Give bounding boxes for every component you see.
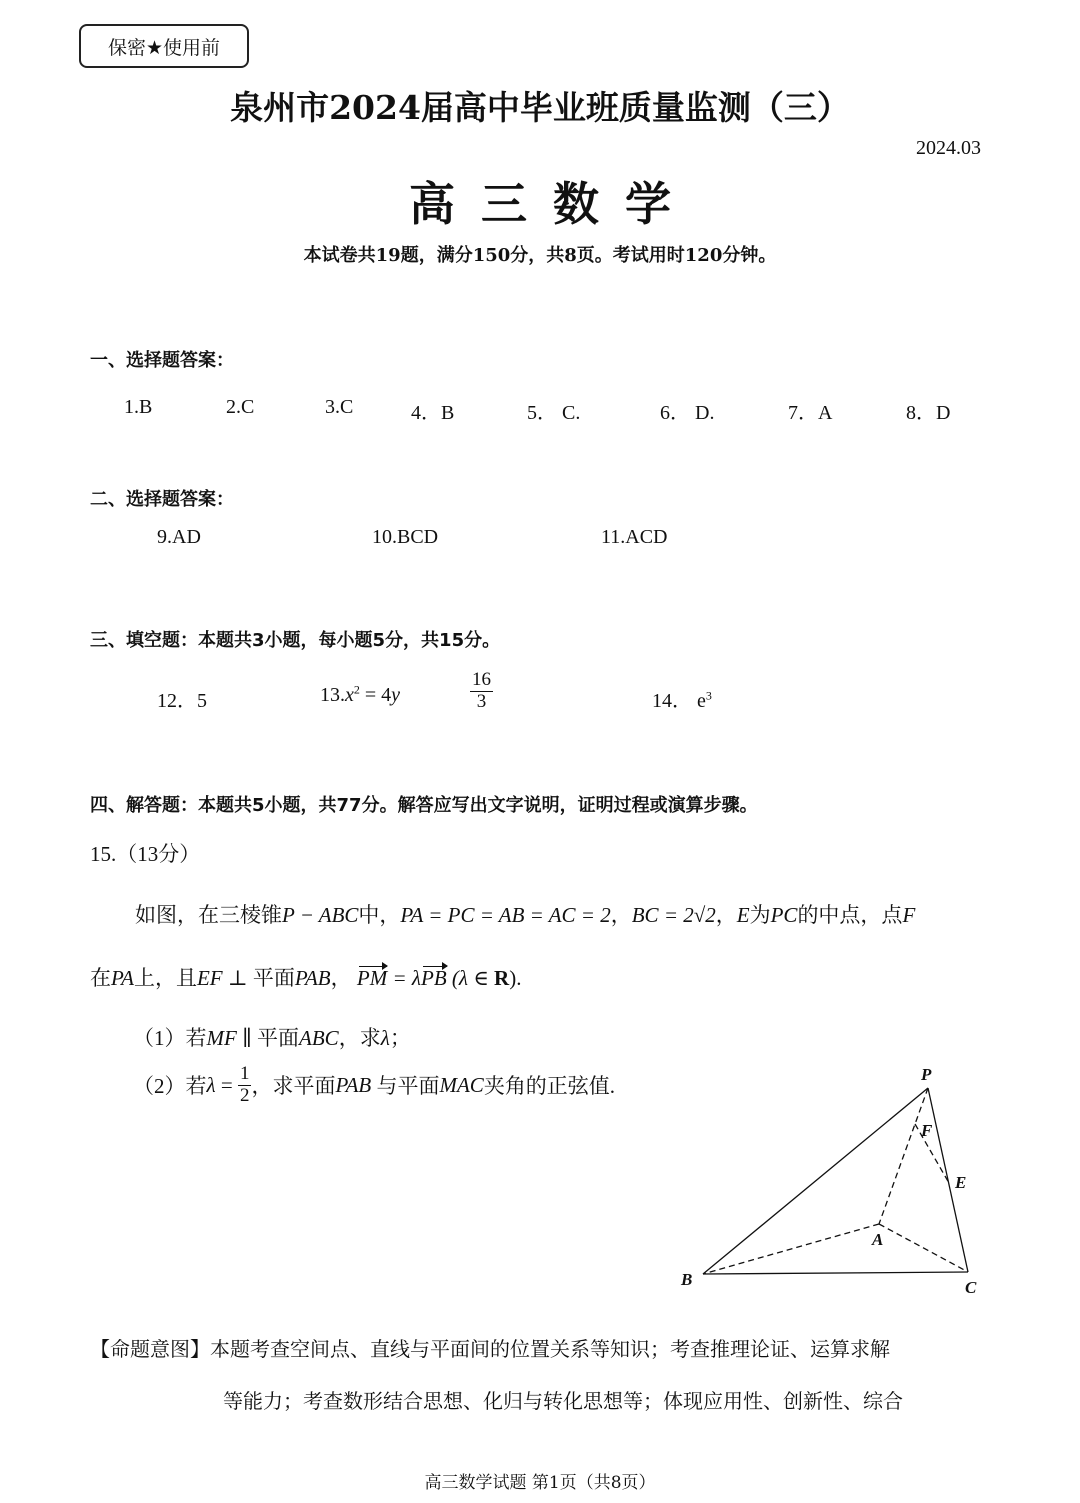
text: ， [330,966,352,990]
text: ∥ 平面 [236,1026,300,1050]
math: EF [196,966,223,990]
answer-value: D [936,402,951,424]
math: = [215,1072,238,1097]
text: 如图，在三棱锥 [135,903,282,927]
label-E: E [955,1173,967,1192]
answer-number: 5． [527,402,557,424]
text: ； [389,1026,411,1050]
text: 为 [749,903,771,927]
answer-item [157,526,201,549]
text: ，求 [338,1026,381,1050]
edge-PC [928,1088,968,1272]
answer-item [124,396,152,419]
vector: PB [421,966,447,990]
math: BC = 2√2 [631,903,716,927]
math-exponent: 3 [705,688,712,703]
answer-number: 11. [601,526,626,548]
question15-part1 [133,1022,411,1052]
math: PA = PC = AB = AC = 2 [400,903,611,927]
answer-number: 6． [660,402,690,424]
answer-number: 1. [124,396,139,418]
math-text: = 4 [359,684,392,706]
fraction [470,670,493,713]
edge-BC [703,1272,968,1274]
math-var: x [345,684,354,706]
math: MF [206,1026,237,1050]
text: 与平面 [376,1074,440,1099]
text: 中， [358,903,401,927]
text: 在 [90,966,111,990]
answer-number: 7． [788,402,818,424]
answer-value: B [139,396,153,418]
math: PAB [335,1072,372,1097]
fraction [238,1064,252,1107]
answer-number: 12． [157,690,197,712]
answer-value: C. [562,402,581,424]
answer-value: D. [695,402,715,424]
math: E [736,903,750,927]
question15-label: 15.（13分） [90,842,201,866]
label-F: F [921,1121,933,1140]
design-intent-line1 [90,1333,890,1362]
answer-value: BCD [397,526,439,548]
answer-number: 14． [652,690,692,712]
fraction-numerator: 1 [239,1063,250,1084]
answer-item [372,526,438,549]
answer-number: 2. [226,396,241,418]
question15-part2 [133,1064,615,1107]
edge-AB [703,1224,879,1274]
section2-heading: 二、选择题答案： [90,489,234,510]
math: MAC [439,1072,484,1097]
text: ， [610,903,632,927]
math: λ [380,1026,390,1050]
fraction-denominator: 3 [476,690,487,712]
answer-item [527,396,580,425]
answer-value: A [818,402,833,424]
answer-value: AD [172,526,201,548]
answer-value: 5 [197,690,207,712]
page-footer: 高三数学试题 第1页（共8页） [424,1473,656,1493]
math: P − ABC [282,903,359,927]
math: (λ ∈ [446,966,495,990]
confidential-badge [79,24,249,68]
exam-title: 泉州市2024届高中毕业班质量监测（三） [230,88,850,127]
segment-EF [915,1124,949,1183]
exam-info: 本试卷共19题，满分150分，共8页。考试用时120分钟。 [303,245,777,266]
text: ， [715,903,737,927]
text: 的中点，点 [797,903,903,927]
label-C: C [965,1278,977,1297]
text: （1）若 [133,1026,207,1050]
answer-item [601,526,668,549]
answer-item [788,396,832,425]
answer-number: 8． [906,402,936,424]
section3-heading: 三、填空题：本题共3小题，每小题5分，共15分。 [90,630,501,651]
answer-item [325,396,353,419]
fraction-numerator: 16 [472,669,491,690]
subject-title: 高三数学 [409,177,697,231]
text: （2）若 [133,1074,207,1099]
answer-value: C [340,396,354,418]
math: PAB [294,966,331,990]
fraction-denominator: 2 [239,1084,250,1106]
math: PA [111,966,134,990]
confidential-label: 保密★使用前 [107,36,221,59]
math: ABC [299,1026,339,1050]
label-P: P [921,1065,932,1084]
math: PC [770,903,798,927]
answer-value: C [241,396,255,418]
answer-q12 [157,684,207,713]
question15-stem-line2 [90,962,521,992]
math-var: e [697,690,706,712]
answer-q13-fraction [470,670,493,713]
text: 本题考查空间点、直线与平面间的位置关系等知识；考查推理论证、运算求解 [210,1337,890,1361]
label-A: A [872,1230,884,1249]
math-var: y [391,684,401,706]
math: F [902,903,916,927]
text: 上，且 [133,966,197,990]
answer-item [906,396,950,425]
answer-value: ACD [625,526,668,548]
section4-heading: 四、解答题：本题共5小题，共77分。解答应写出文字说明，证明过程或演算步骤。 [90,795,758,816]
section1-heading: 一、选择题答案： [90,350,234,371]
label-B: B [681,1270,693,1289]
answer-item [411,396,454,425]
answer-item [226,396,254,419]
text: 夹角的正弦值. [483,1074,616,1099]
question15-stem-line1 [135,899,915,929]
answer-q13 [320,684,400,707]
real-set-symbol: R [494,966,510,990]
answer-number: 9. [157,526,172,548]
answer-number: 3. [325,396,340,418]
answer-number: 13. [320,684,345,706]
math-exponent: 2 [353,682,360,697]
text: ). [509,966,522,990]
answer-number: 4． [411,402,441,424]
design-intent-label: 【命题意图】 [90,1337,210,1361]
edge-PA [879,1088,928,1224]
vector: PM [356,966,388,990]
answer-number: 10. [372,526,397,548]
math: = λ [387,966,421,990]
text: ⊥ 平面 [222,966,295,990]
edge-AC [879,1224,968,1272]
exam-date: 2024.03 [916,137,981,159]
answer-item [660,396,714,425]
design-intent-line2: 等能力；考查数形结合思想、化归与转化思想等；体现应用性、创新性、综合 [223,1389,903,1413]
edge-PB [703,1088,928,1274]
math: λ [206,1072,216,1097]
text: ，求平面 [251,1074,336,1099]
answer-value: B [441,402,455,424]
answer-q14 [652,684,712,713]
